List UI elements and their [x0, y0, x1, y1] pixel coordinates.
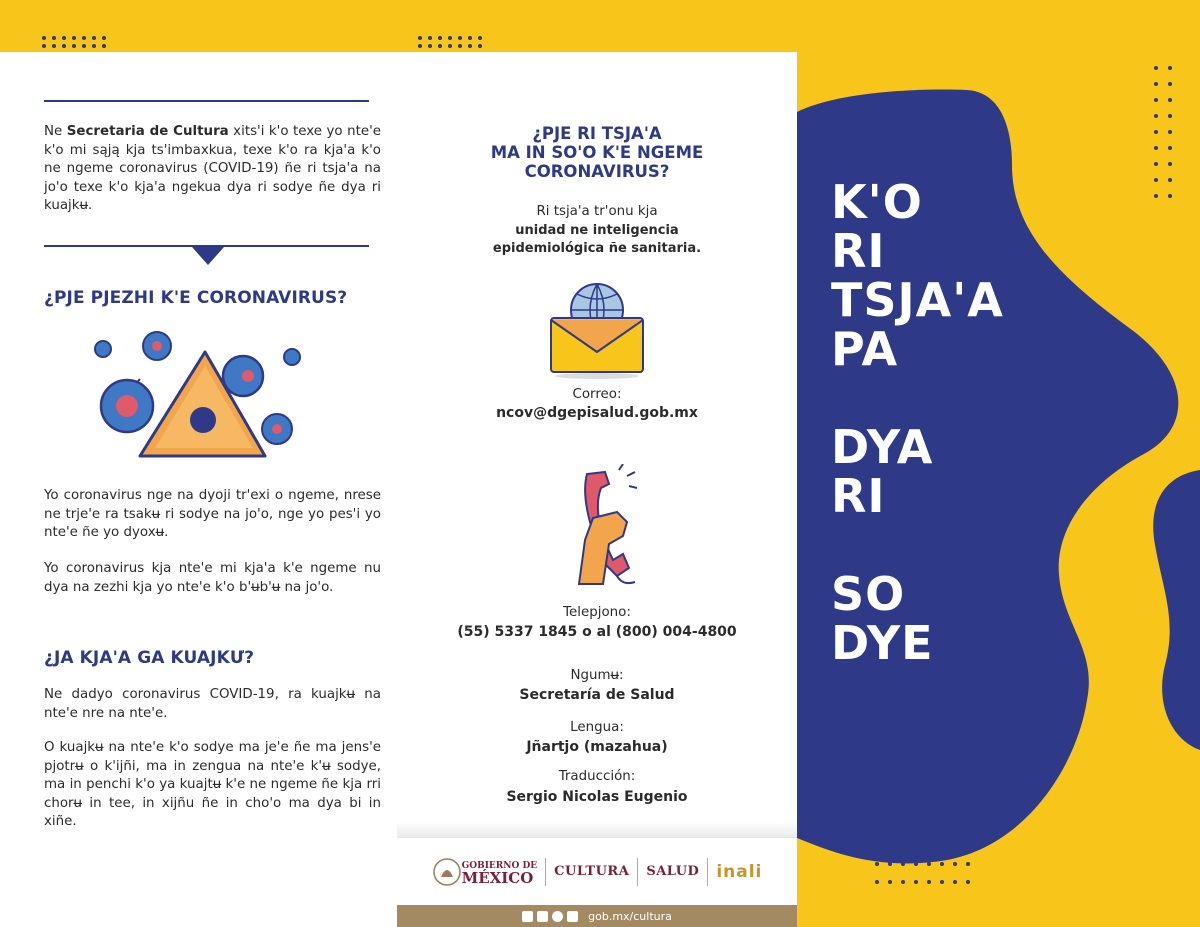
- ngumu-value: Secretaría de Salud: [519, 687, 675, 703]
- logo-divider: [545, 858, 546, 886]
- heading-how-spread: ¿JA KJA'A GA KUAJKƯ?: [44, 648, 255, 668]
- paragraph-4: O kuajkʉ na nte'e k'o sodye ma je'e ñe ma jens'e pjotrʉ o k'ijñi, ma in zengua na nte'e k'ʉ sodye, ma in penchi k'o ya kuajtʉ k'e ne ngeme ñe kja rri chorʉ in tee, in xijñu ñe in cho'o ma dya bi in xiñe.: [44, 740, 381, 829]
- inali-logo[interactable]: [716, 862, 762, 882]
- phone-number[interactable]: (55) 5337 1845 o al (800) 004-4800: [457, 624, 737, 640]
- cover-dots-bottom: [875, 862, 970, 884]
- section-notch: [192, 247, 224, 265]
- lengua-label: Lengua:: [570, 720, 624, 735]
- traduccion-label: Traducción:: [558, 769, 636, 784]
- gobierno-mexico-logo[interactable]: [432, 857, 538, 887]
- cultura-logo[interactable]: [554, 864, 629, 879]
- intro-paragraph: Ne Secretaria de Cultura xits'i k'o texe yo nte'e k'o mi sąją kja ts'imbaxkua, texe k'o ra kja'a k'o ne ngeme coronavirus (COVID-19) ñe ri tsja'a na jo'o texe k'o kja'a ngekua dya ri sodye ñe dya ri kuajkʉ.: [44, 124, 381, 213]
- virus-center: [190, 407, 216, 433]
- logo-divider: [707, 858, 708, 886]
- coat-of-arms-icon: [432, 857, 462, 887]
- phone-label: Telepjono:: [563, 605, 631, 620]
- cultura-wordmark: CULTURA: [554, 864, 630, 879]
- virus-small-right: [284, 349, 300, 365]
- youtube-icon[interactable]: [567, 911, 578, 922]
- left-panel: [0, 52, 397, 927]
- paragraph-2: Yo coronavirus kja nte'e mi kja'a k'e ngeme nu dya na zezhi kja yo nte'e k'o b'ʉb'ʉ na jo'o.: [44, 561, 381, 595]
- virus-warning-illustration: [85, 324, 315, 464]
- middle-panel: [397, 52, 797, 927]
- paragraph-1: Yo coronavirus nge na dyoji tr'exi o ngeme, nrese ne trje'e ra tsakʉ ri sodye na jo'o, nge yo pes'i yo nte'e ñe yo dyoxʉ.: [44, 488, 381, 540]
- twitter-icon[interactable]: [537, 911, 548, 922]
- shadow-strip: [397, 822, 797, 838]
- traduccion-value: Sergio Nicolas Eugenio: [506, 789, 688, 805]
- paragraph-3: Ne dadyo coronavirus COVID-19, ra kuajkʉ na nte'e nre na nte'e.: [44, 687, 381, 721]
- facebook-icon[interactable]: [522, 911, 533, 922]
- inali-wordmark: inali: [716, 861, 763, 882]
- middle-heading: ¿PJE RI TSJA'A MA IN SO'O K'E NGEME CORONAVIRUS?: [490, 124, 704, 181]
- footer-url[interactable]: gob.mx/cultura: [588, 909, 672, 923]
- email-label: Correo:: [572, 387, 622, 402]
- cover-title: K'O RI TSJA'A PA DYA RI SO DYE: [831, 175, 1004, 670]
- top-rule: [44, 100, 369, 102]
- salud-logo[interactable]: [646, 864, 699, 879]
- telephone-hand-icon: [557, 464, 657, 589]
- instagram-icon[interactable]: [552, 911, 563, 922]
- salud-wordmark: SALUD: [646, 864, 700, 879]
- logo-bar: [397, 837, 797, 905]
- lengua-value: Jñartjo (mazahua): [526, 739, 668, 755]
- email-link[interactable]: ncov@dgepisalud.gob.mx: [496, 405, 698, 421]
- gobierno-line-2: MÉXICO: [461, 868, 534, 887]
- intro-line: Ri tsja'a tr'onu kja: [536, 204, 658, 219]
- heading-what-is-coronavirus: ¿PJE PJEZHI K'E CORONAVIRUS?: [44, 288, 348, 308]
- footer-bar: [397, 905, 797, 927]
- logo-divider: [637, 858, 638, 886]
- top-dots-mid: [418, 36, 482, 48]
- intro-bold-2: epidemiológica ñe sanitaria.: [492, 241, 702, 256]
- cover-panel: [797, 0, 1200, 927]
- email-globe-icon: [547, 280, 647, 380]
- top-dots-left: [42, 36, 106, 48]
- ngumu-label: Ngumʉ:: [570, 668, 624, 683]
- cover-dots-top: [1154, 66, 1172, 198]
- virus-small-left: [95, 341, 111, 357]
- intro-bold-1: unidad ne inteligencia: [515, 223, 679, 238]
- gobierno-line-1: GOBIERNO DE: [461, 860, 538, 871]
